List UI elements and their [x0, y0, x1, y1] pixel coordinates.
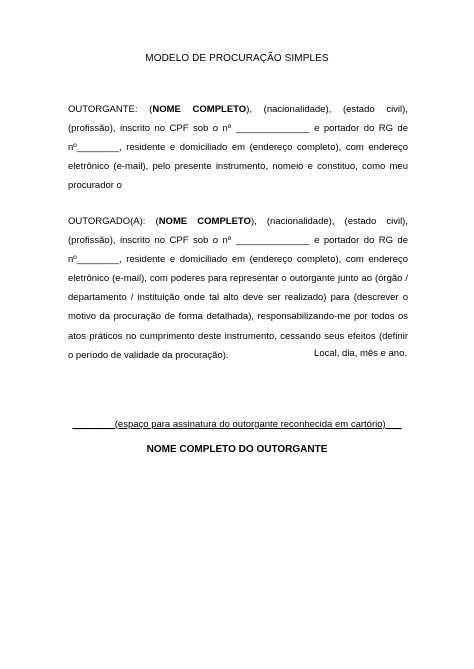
- outorgado-text: ), (nacionalidade), (estado civil), (profissão), inscrito no CPF sob o nº ______________ e portador do RG de nº________, residente e domiciliado em (endereço completo), com endereço eletrônico (e-mail), com poderes para representar o outorgante junto ao (órgão / departamento / instituição onde tal alto deve ser realizado) para (descrever o motivo da procuração de forma detalhada), responsabilizando-me por todos os atos práticos no cumprimento deste instrumento, cessando seus efeitos (definir o período de validade da procuração).: [68, 216, 408, 361]
- document-title: MODELO DE PROCURAÇÃO SIMPLES: [145, 53, 329, 64]
- place-date: Local, dia, mês e ano.: [314, 348, 407, 359]
- signature-line: [0, 419, 474, 430]
- outorgado-paragraph: [68, 212, 408, 365]
- signature-line-text: ________(espaço para assinatura do outorgante reconhecida em cartório)___: [72, 419, 402, 430]
- outorgado-name-placeholder: NOME COMPLETO: [158, 216, 251, 227]
- outorgante-label: OUTORGANTE: (: [68, 104, 153, 115]
- outorgante-name-placeholder: NOME COMPLETO: [152, 104, 247, 115]
- outorgante-text: ), (nacionalidade), (estado civil), (profissão), inscrito no CPF sob o nº ______________ e portador do RG de nº________, residente e domiciliado em (endereço completo), com endereço eletrônico (e-mail), pelo presente instrumento, nomeio e constituo, como meu procurador o: [68, 104, 408, 192]
- outorgante-paragraph: [68, 100, 408, 195]
- signer-name: NOME COMPLETO DO OUTORGANTE: [146, 444, 328, 455]
- outorgado-label: OUTORGADO(A): (: [68, 216, 159, 227]
